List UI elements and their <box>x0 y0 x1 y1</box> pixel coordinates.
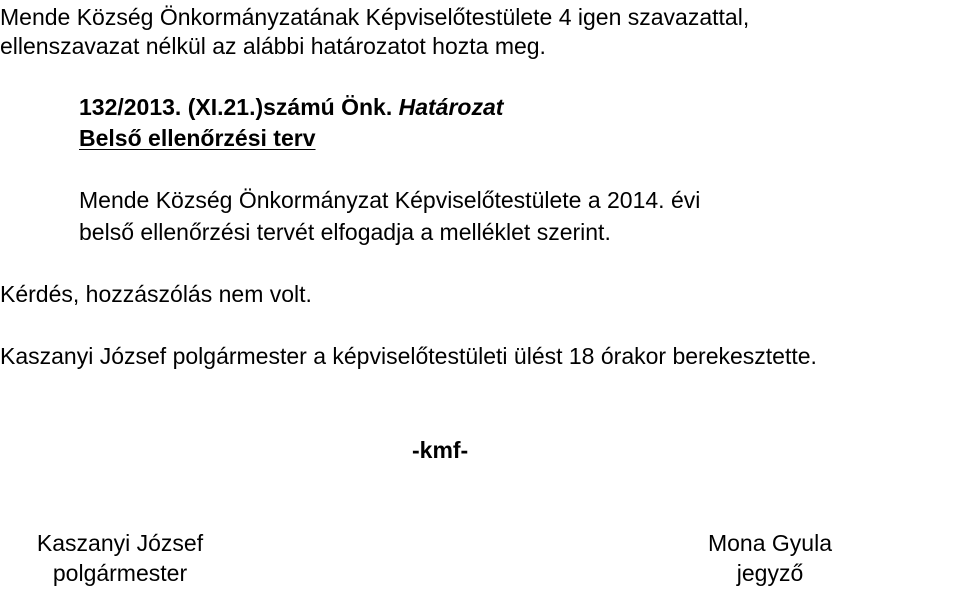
closing-statement: Kaszanyi József polgármester a képviselőtestületi ülést 18 órakor berekesztette. <box>0 343 817 369</box>
intro-line-2: ellenszavazat nélkül az alábbi határozatot hozta meg. <box>0 33 546 59</box>
signature-right-title: jegyző <box>736 560 804 586</box>
signature-left-name: Kaszanyi József <box>36 530 204 556</box>
resolution-heading <box>79 93 503 121</box>
resolution-number: 132/2013. (XI.21.)számú Önk. <box>79 94 393 120</box>
signature-right <box>675 528 865 588</box>
resolution-subject: Belső ellenőrzési terv <box>79 125 316 151</box>
questions-note: Kérdés, hozzászólás nem volt. <box>0 281 312 307</box>
body-line-2: belső ellenőrzési tervét elfogadja a melléklet szerint. <box>79 219 611 245</box>
signature-right-name: Mona Gyula <box>707 530 832 556</box>
kmf-mark: -kmf- <box>412 437 469 463</box>
intro-line-1: Mende Község Önkormányzatának Képviselőtestülete 4 igen szavazattal, <box>0 4 750 30</box>
resolution-label: Határozat <box>398 94 504 120</box>
signature-left <box>15 528 225 588</box>
body-line-1: Mende Község Önkormányzat Képviselőtestülete a 2014. évi <box>79 187 701 213</box>
signature-left-title: polgármester <box>52 560 188 586</box>
